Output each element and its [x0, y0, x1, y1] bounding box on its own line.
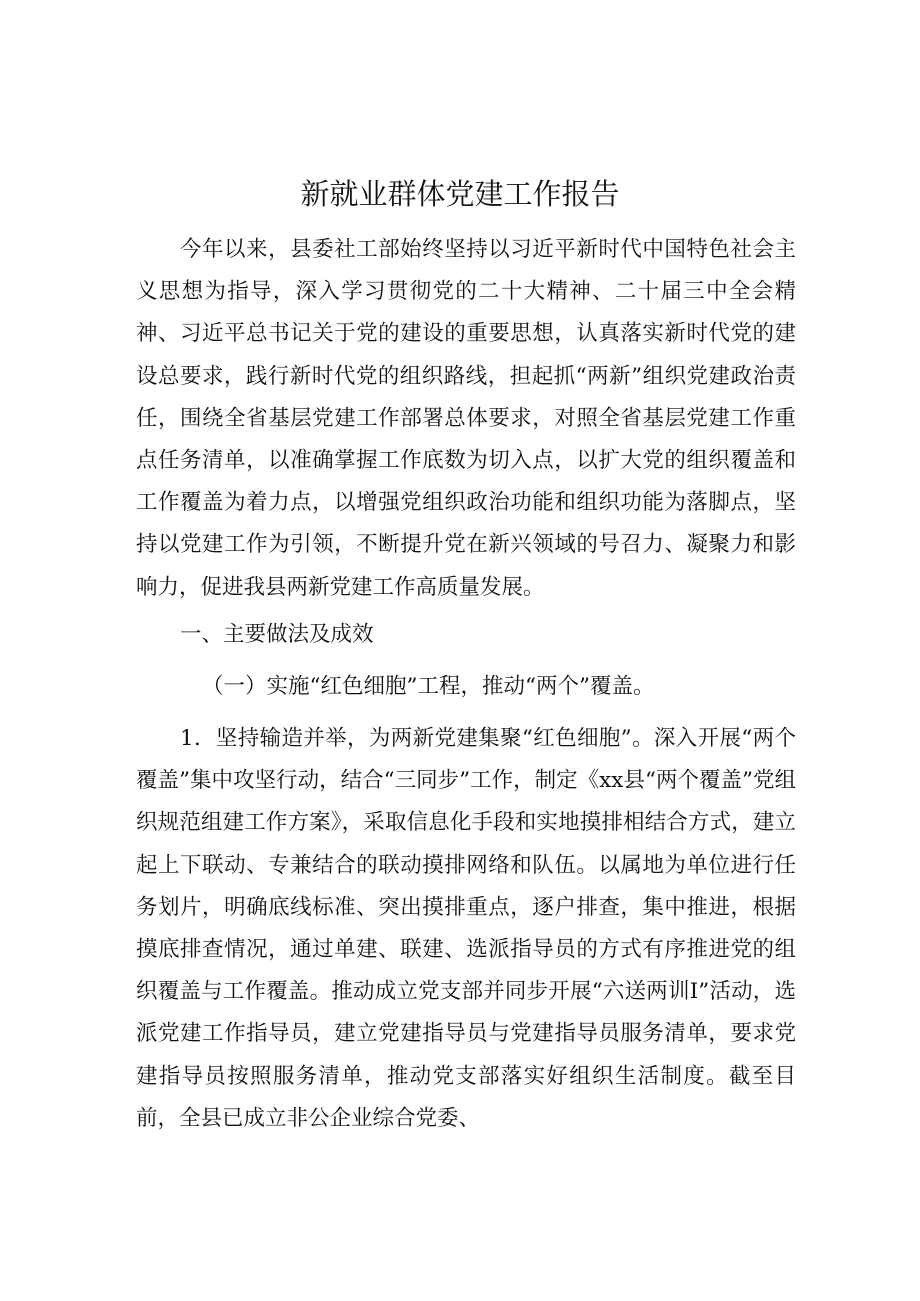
- subsection-heading: （一）实施“红色细胞”工程，推动“两个”覆盖。: [202, 674, 655, 699]
- section-heading: 一、主要做法及成效: [180, 622, 374, 647]
- intro-paragraph: 今年以来，县委社工部始终坚持以习近平新时代中国特色社会主义思想为指导，深入学习贯彻党的二十大精神、二十届三中全会精神、习近平总书记关于党的建设的重要思想，认真落实新时代党的建设总要求，践行新时代党的组织路线，担起抓“两新”组织党建政治责任，围绕全省基层党建工作部署总体要求，对照全省基层党建工作重点任务清单，以准确掌握工作底数为切入点，以扩大党的组织覆盖和工作覆盖为着力点，以增强党组织政治功能和组织功能为落脚点，坚持以党建工作为引领，不断提升党在新兴领域的号召力、凝聚力和影响力，促进我县两新党建工作高质量发展。: [136, 237, 796, 600]
- body-paragraph: 1．坚持输造并举，为两新党建集聚“红色细胞”。深入开展“两个覆盖”集中攻坚行动，结合“三同步”工作，制定《xx县“两个覆盖”党组织规范组建工作方案》，采取信息化手段和实地摸排相结合方式，建立起上下联动、专兼结合的联动摸排网络和队伍。以属地为单位进行任务划片，明确底线标准、突出摸排重点，逐户排查，集中推进，根据摸底排查情况，通过单建、联建、选派指导员的方式有序推进党的组织覆盖与工作覆盖。推动成立党支部并同步开展“六送两训I”活动，选派党建工作指导员，建立党建指导员与党建指导员服务清单，要求党建指导员按照服务清单，推动党支部落实好组织生活制度。截至目前，全县已成立非公企业综合党委、: [136, 726, 796, 1131]
- document-title: 新就业群体党建工作报告: [300, 177, 620, 211]
